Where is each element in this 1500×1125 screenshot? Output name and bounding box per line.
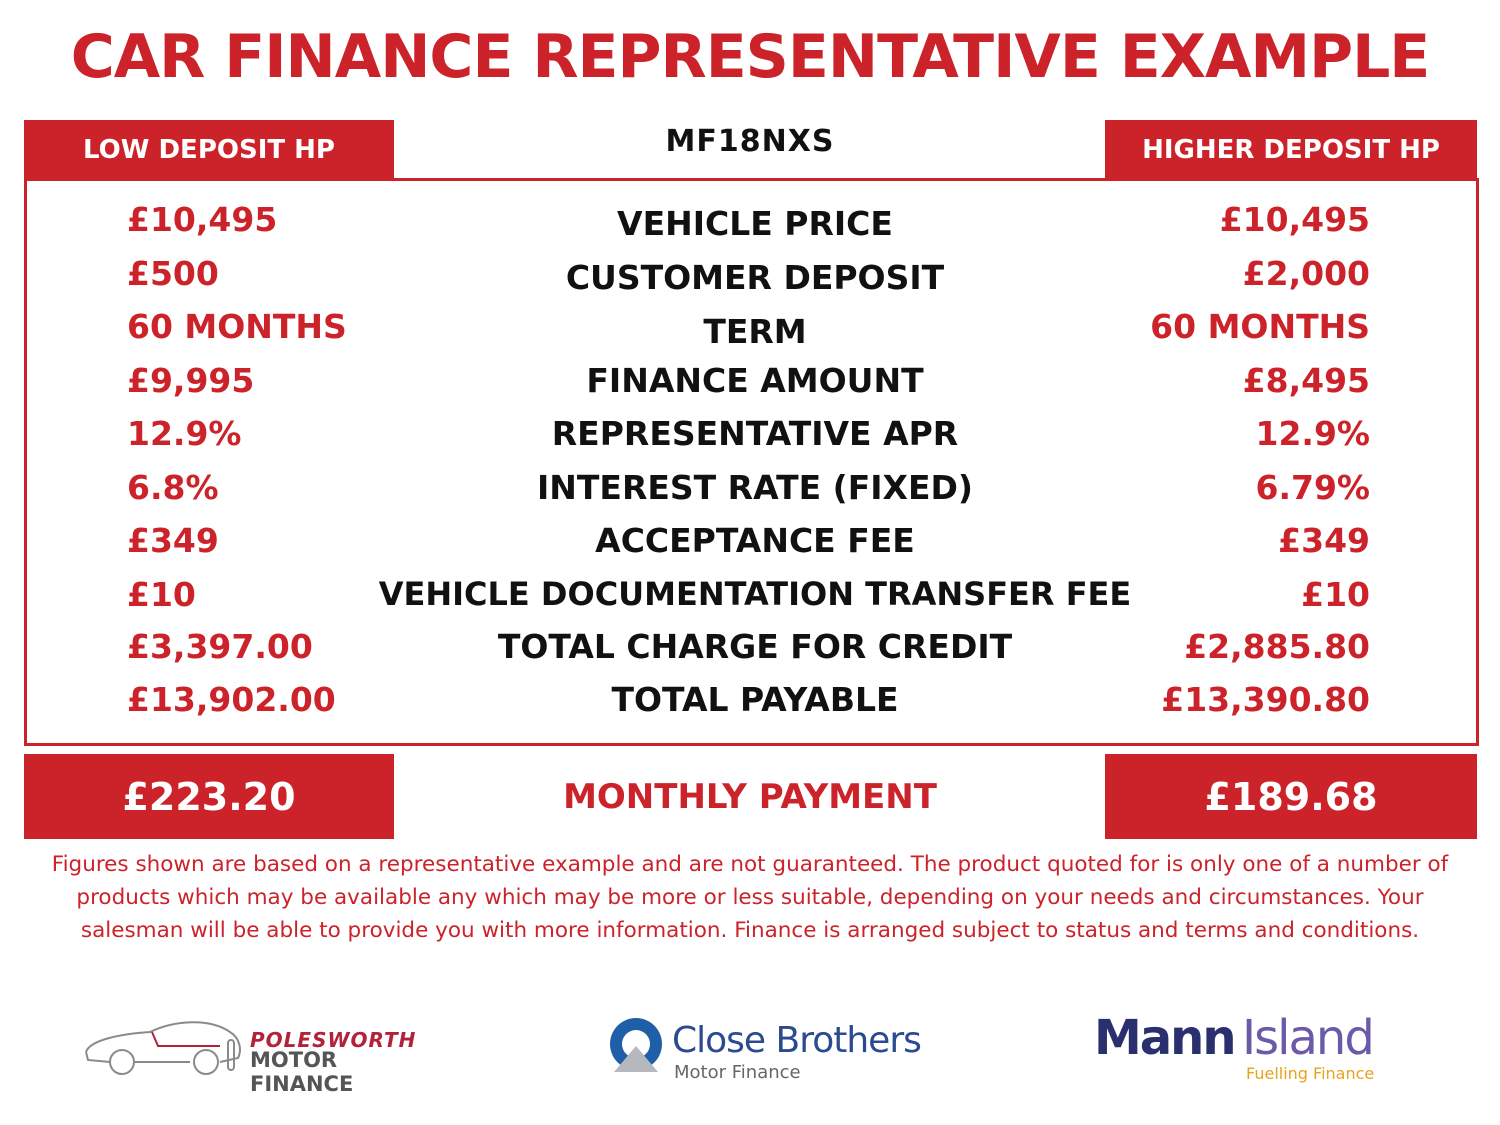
higher-deposit-value: £8,495 bbox=[1242, 361, 1370, 400]
row-label: VEHICLE PRICE bbox=[617, 204, 893, 243]
higher-deposit-value: 60 MONTHS bbox=[1150, 307, 1370, 346]
low-deposit-value: £13,902.00 bbox=[127, 680, 336, 719]
low-deposit-value: 6.8% bbox=[127, 468, 219, 507]
motor-finance-text: MOTOR FINANCE bbox=[250, 1048, 354, 1096]
low-deposit-value: 12.9% bbox=[127, 414, 242, 453]
higher-deposit-value: 12.9% bbox=[1255, 414, 1370, 453]
mann-text: Mann bbox=[1094, 1010, 1235, 1066]
table-row bbox=[0, 254, 1500, 304]
close-brothers-logo bbox=[608, 1012, 948, 1092]
higher-deposit-value: £13,390.80 bbox=[1161, 680, 1370, 719]
low-deposit-value: £349 bbox=[127, 521, 219, 560]
higher-deposit-monthly-payment: £189.68 bbox=[1105, 754, 1477, 839]
low-deposit-monthly-payment: £223.20 bbox=[24, 754, 394, 839]
close-brothers-emblem-icon bbox=[608, 1016, 664, 1072]
row-label: ACCEPTANCE FEE bbox=[595, 521, 915, 560]
table-row bbox=[0, 307, 1500, 357]
row-label: TOTAL PAYABLE bbox=[611, 680, 899, 719]
table-row bbox=[0, 627, 1500, 677]
car-outline-icon bbox=[80, 1010, 250, 1090]
table-row bbox=[0, 200, 1500, 250]
table-row bbox=[0, 414, 1500, 464]
row-label: INTEREST RATE (FIXED) bbox=[537, 468, 973, 507]
higher-deposit-value: £10 bbox=[1301, 575, 1370, 614]
monthly-payment-label: MONTHLY PAYMENT bbox=[563, 776, 937, 817]
table-row bbox=[0, 361, 1500, 411]
polesworth-text: POLESWORTH bbox=[250, 1028, 417, 1052]
table-row bbox=[0, 680, 1500, 730]
table-row bbox=[0, 575, 1500, 625]
mann-island-logo bbox=[1092, 1010, 1412, 1090]
row-label: CUSTOMER DEPOSIT bbox=[565, 258, 945, 297]
low-deposit-value: £500 bbox=[127, 254, 219, 293]
registration-number: MF18NXS bbox=[665, 124, 835, 159]
fuelling-finance-text: Fuelling Finance bbox=[1246, 1064, 1375, 1083]
low-deposit-value: 60 MONTHS bbox=[127, 307, 347, 346]
low-deposit-value: £10,495 bbox=[127, 200, 278, 239]
disclaimer-text: Figures shown are based on a representative example and are not guaranteed. The product quoted for is only one of a number of products which may be available any which may be more or less suitable, depending on your needs and circumstances. Your salesman will be able to provide you with more information. Finance is arranged subject to status and terms and conditions. bbox=[51, 852, 1449, 943]
row-label: VEHICLE DOCUMENTATION TRANSFER FEE bbox=[378, 575, 1132, 613]
low-deposit-header: LOW DEPOSIT HP bbox=[24, 120, 394, 180]
close-brothers-text: Close Brothers bbox=[672, 1020, 921, 1061]
polesworth-motor-finance-logo bbox=[80, 1010, 440, 1096]
low-deposit-value: £3,397.00 bbox=[127, 627, 313, 666]
higher-deposit-value: £2,885.80 bbox=[1184, 627, 1370, 666]
table-row bbox=[0, 521, 1500, 571]
island-text: Island bbox=[1242, 1010, 1373, 1066]
low-deposit-value: £9,995 bbox=[127, 361, 255, 400]
page-title: CAR FINANCE REPRESENTATIVE EXAMPLE bbox=[70, 22, 1430, 92]
higher-deposit-value: £10,495 bbox=[1219, 200, 1370, 239]
higher-deposit-value: £2,000 bbox=[1242, 254, 1370, 293]
cb-motor-finance-text: Motor Finance bbox=[674, 1062, 801, 1083]
higher-deposit-value: 6.79% bbox=[1255, 468, 1370, 507]
table-row bbox=[0, 468, 1500, 518]
row-label: TERM bbox=[703, 312, 807, 351]
row-label: REPRESENTATIVE APR bbox=[551, 414, 959, 453]
low-deposit-value: £10 bbox=[127, 575, 196, 614]
higher-deposit-header: HIGHER DEPOSIT HP bbox=[1105, 120, 1477, 180]
row-label: FINANCE AMOUNT bbox=[586, 361, 924, 400]
row-label: TOTAL CHARGE FOR CREDIT bbox=[497, 627, 1013, 666]
higher-deposit-value: £349 bbox=[1278, 521, 1370, 560]
